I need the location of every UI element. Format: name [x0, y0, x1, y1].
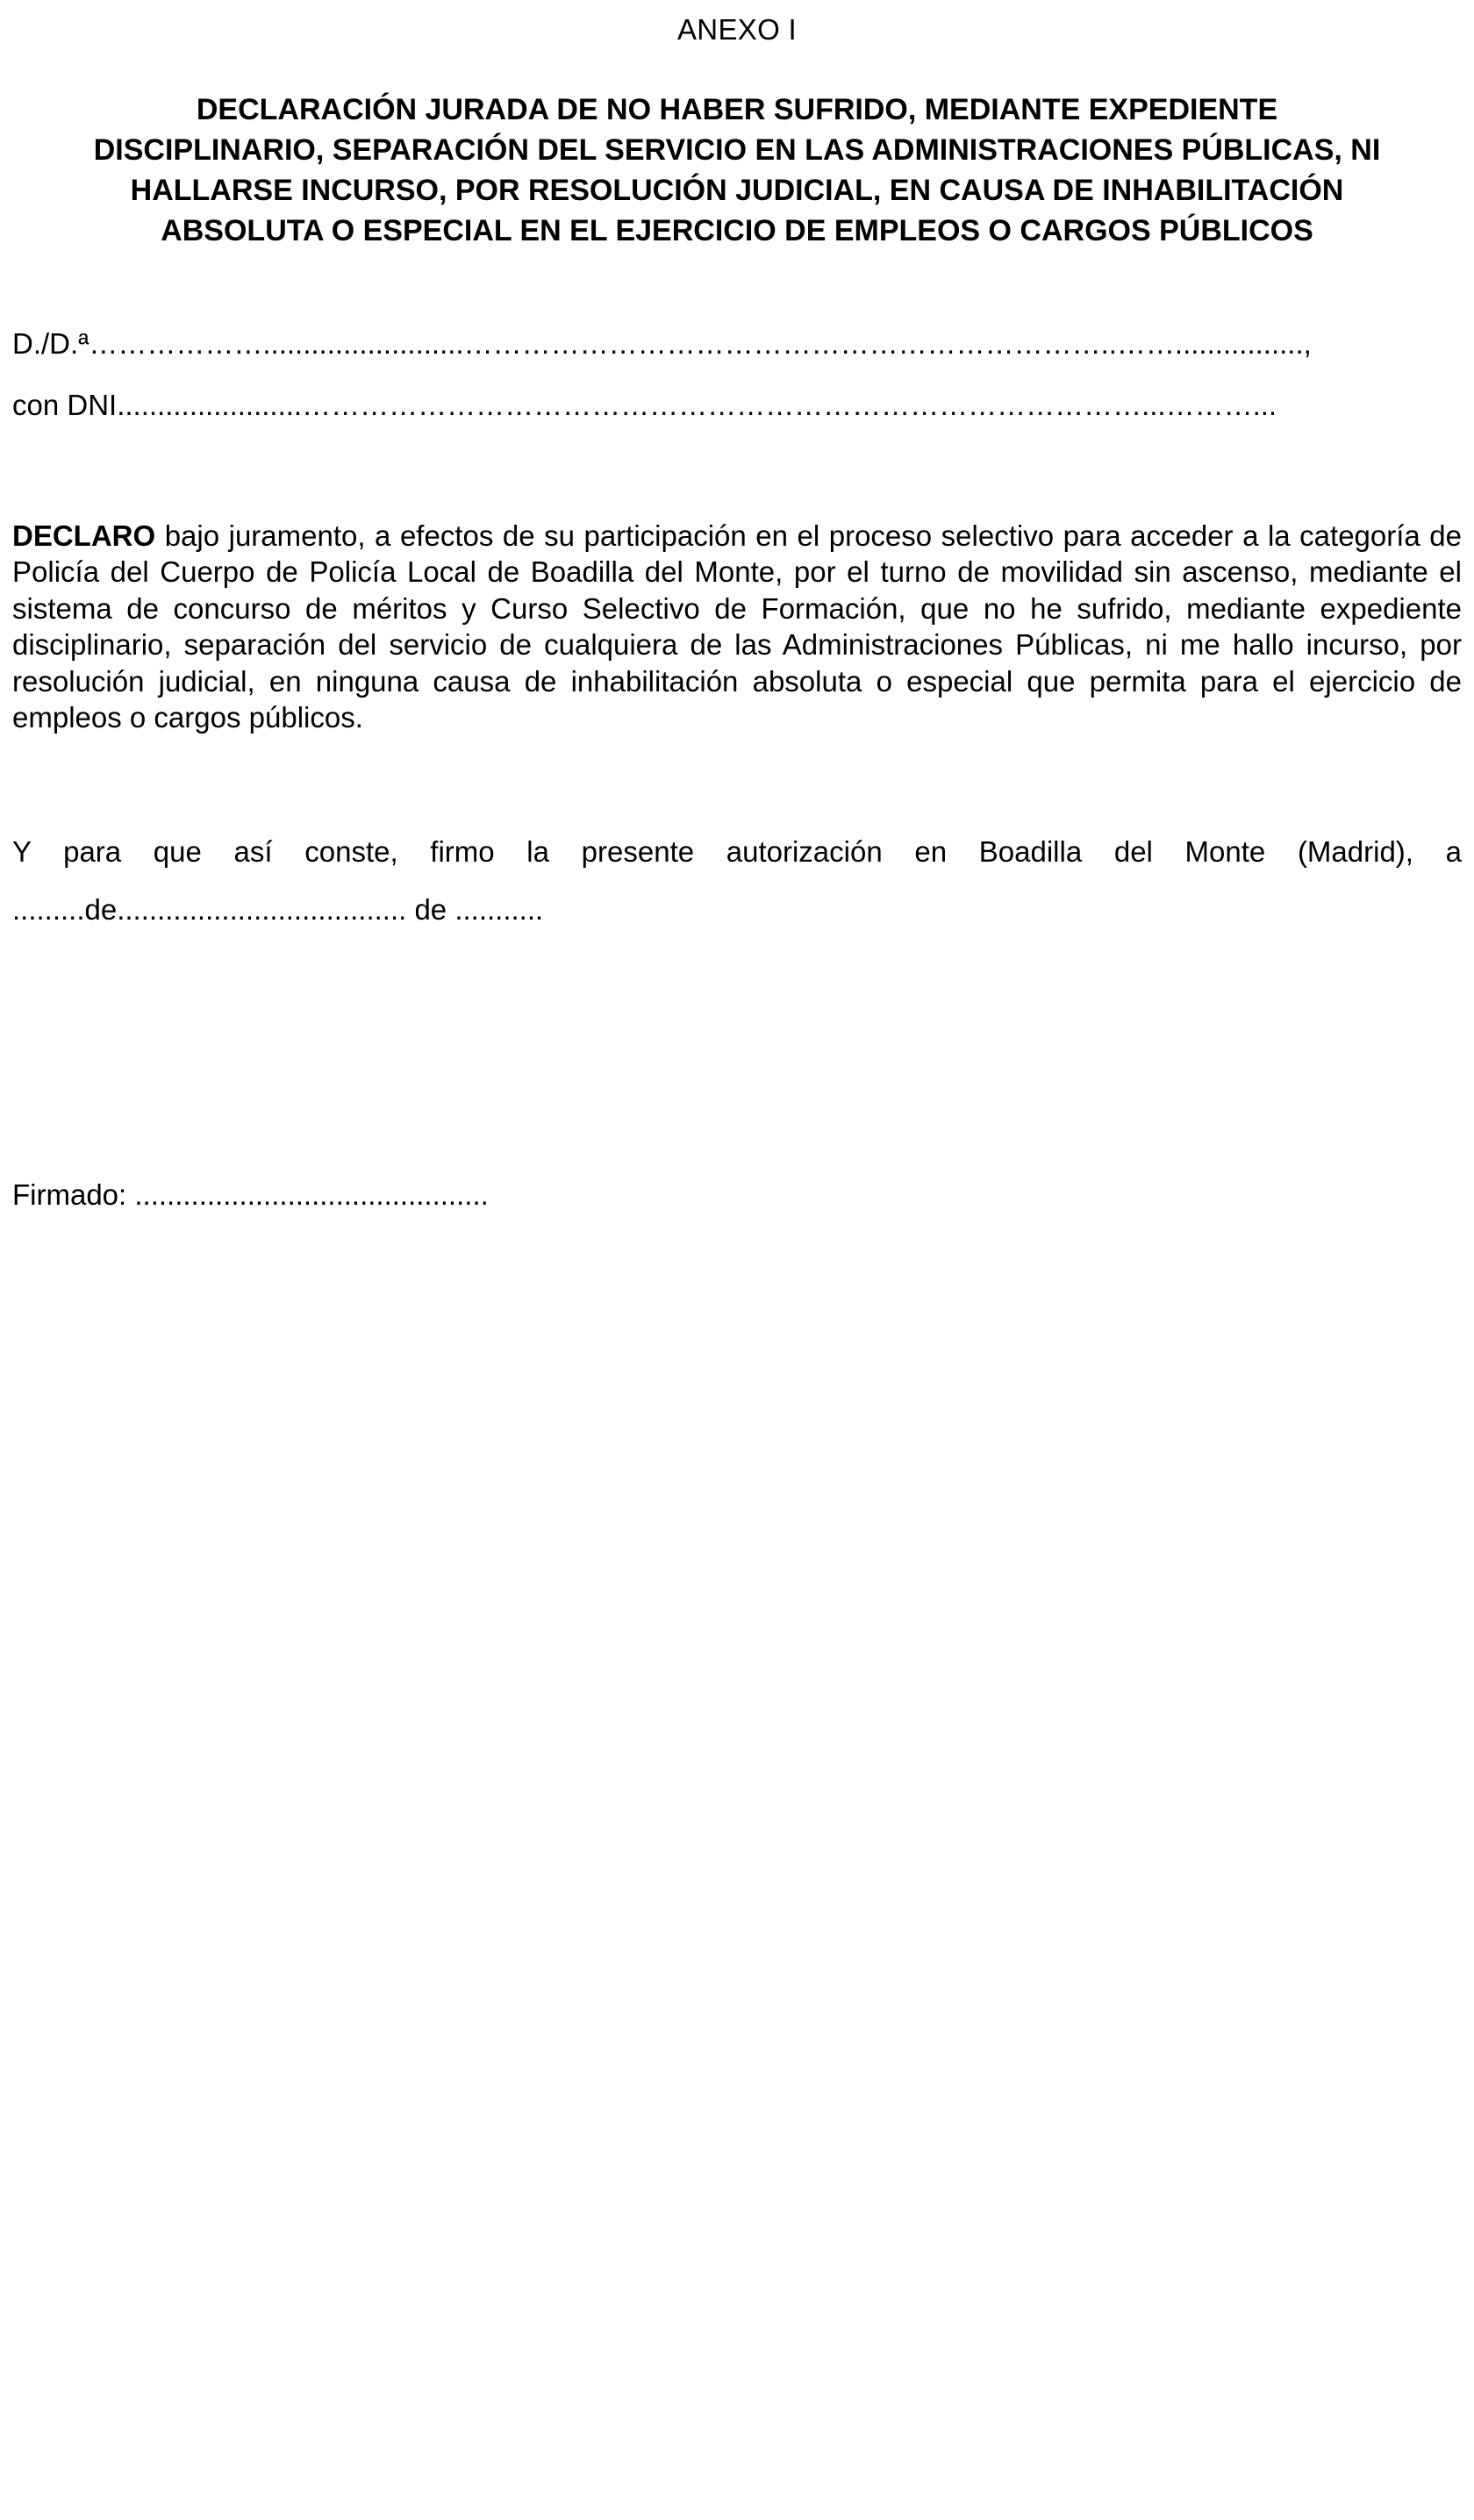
title-line: DECLARACIÓN JURADA DE NO HABER SUFRIDO, MEDIANTE EXPEDIENTE — [196, 93, 1278, 126]
closing-paragraph: Y para que así conste, firmo la presente autorización en Boadilla del Monte (Madrid), a .........de.................................... de ........... — [12, 835, 1462, 926]
dni-fill-line: con DNI.......................……………………………………………………………………………...………... — [12, 389, 1277, 421]
title-line: HALLARSE INCURSO, POR RESOLUCIÓN JUDICIAL, EN CAUSA DE INHABILITACIÓN — [130, 174, 1344, 207]
declaration-lead: DECLARO — [12, 519, 156, 552]
name-fill-line: D./D.ª……………….........................…………………………………………………………..……................, — [12, 327, 1312, 360]
title-line: DISCIPLINARIO, SEPARACIÓN DEL SERVICIO EN LAS ADMINISTRACIONES PÚBLICAS, NI — [93, 133, 1381, 167]
title-line: ABSOLUTA O ESPECIAL EN EL EJERCICIO DE EMPLEOS O CARGOS PÚBLICOS — [161, 214, 1313, 247]
annex-label: ANEXO I — [677, 13, 797, 46]
signature-line: Firmado: ............................................ — [12, 1178, 489, 1211]
document-title — [12, 89, 1462, 251]
declaration-paragraph — [12, 518, 1462, 735]
declaration-body: bajo juramento, a efectos de su participación en el proceso selectivo para acceder a la categoría de Policía del Cuerpo de Policía Local de Boadilla del Monte, por el turno de movilidad sin ascenso, mediante el sistema de concurso de méritos y Curso Selectivo de Formación, que no he sufrido, mediante expediente disciplinario, separación del servicio de cualquiera de las Administraciones Públicas, ni me hallo incurso, por resolución judicial, en ninguna causa de inhabilitación absoluta o especial que permita para el ejercicio de empleos o cargos públicos. — [12, 519, 1462, 734]
